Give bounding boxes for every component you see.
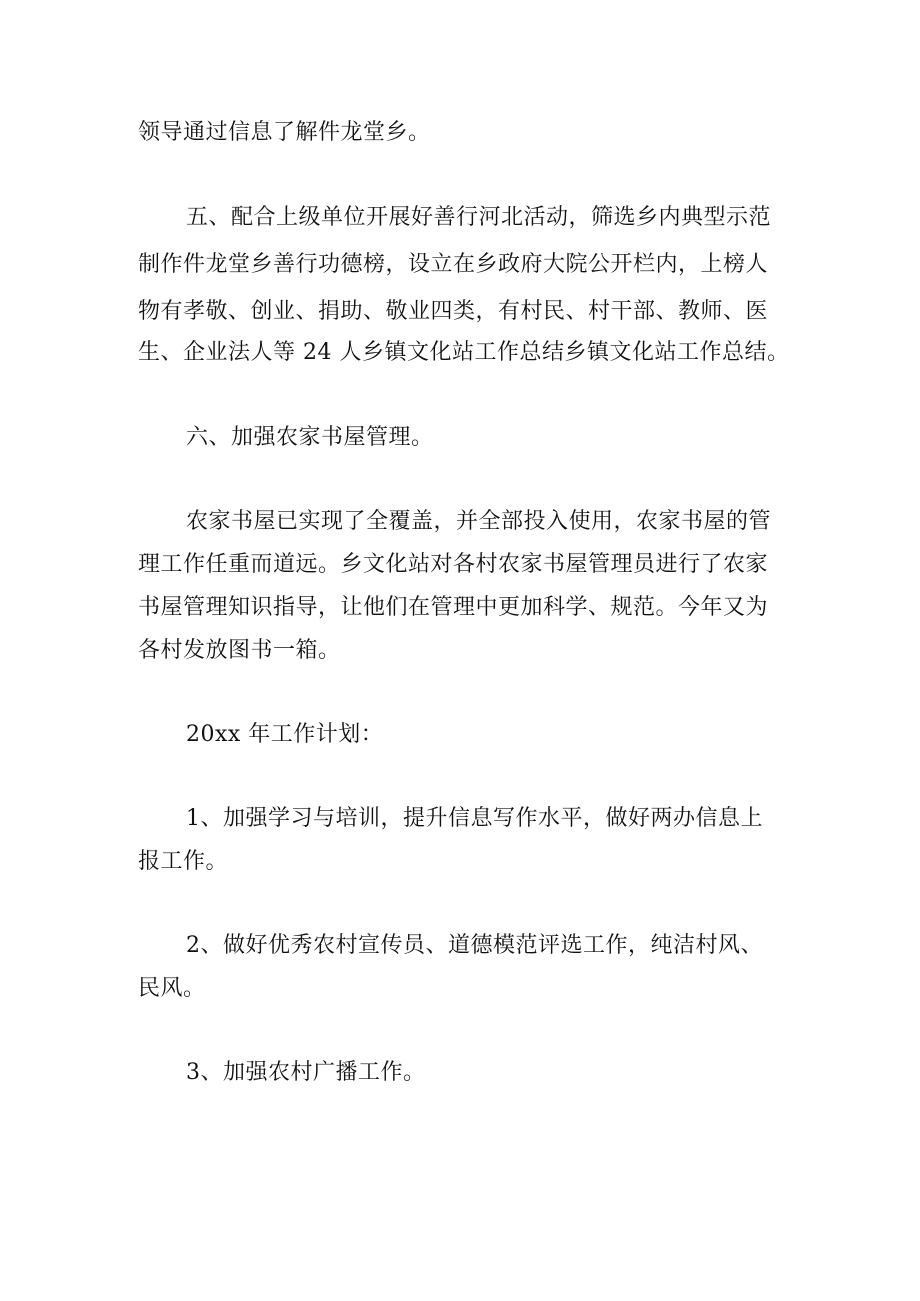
paragraph-line: 农家书屋已实现了全覆盖，并全部投入使用，农家书屋的管 [186, 509, 772, 534]
list-item-line: 报工作。 [138, 849, 229, 874]
paragraph-line: 书屋管理知识指导，让他们在管理中更加科学、规范。今年又为 [138, 595, 769, 620]
list-item-line: 2、做好优秀农村宣传员、道德模范评选工作，纯洁村风、 [186, 933, 763, 958]
paragraph-line: 物有孝敬、创业、捐助、敬业四类，有村民、村干部、教师、医 [138, 299, 769, 324]
list-item-line: 3、加强农村广播工作。 [186, 1060, 426, 1085]
section-heading: 六、加强农家书屋管理。 [186, 425, 434, 450]
paragraph-line: 理工作任重而道远。乡文化站对各村农家书屋管理员进行了农家 [138, 552, 769, 577]
paragraph-line: 各村发放图书一箱。 [138, 638, 341, 663]
paragraph-line: 制作件龙堂乡善行功德榜，设立在乡政府大院公开栏内，上榜人 [138, 252, 769, 277]
list-item-line: 民风。 [138, 976, 206, 1001]
paragraph-line: 领导通过信息了解件龙堂乡。 [138, 120, 431, 145]
list-item-line: 1、加强学习与培训，提升信息写作水平，做好两办信息上 [186, 806, 763, 831]
paragraph-line: 生、企业法人等 24 人乡镇文化站工作总结乡镇文化站工作总结。 [138, 340, 790, 365]
paragraph-line: 五、配合上级单位开展好善行河北活动，筛选乡内典型示范 [186, 205, 772, 230]
section-heading: 20xx 年工作计划： [186, 722, 384, 747]
